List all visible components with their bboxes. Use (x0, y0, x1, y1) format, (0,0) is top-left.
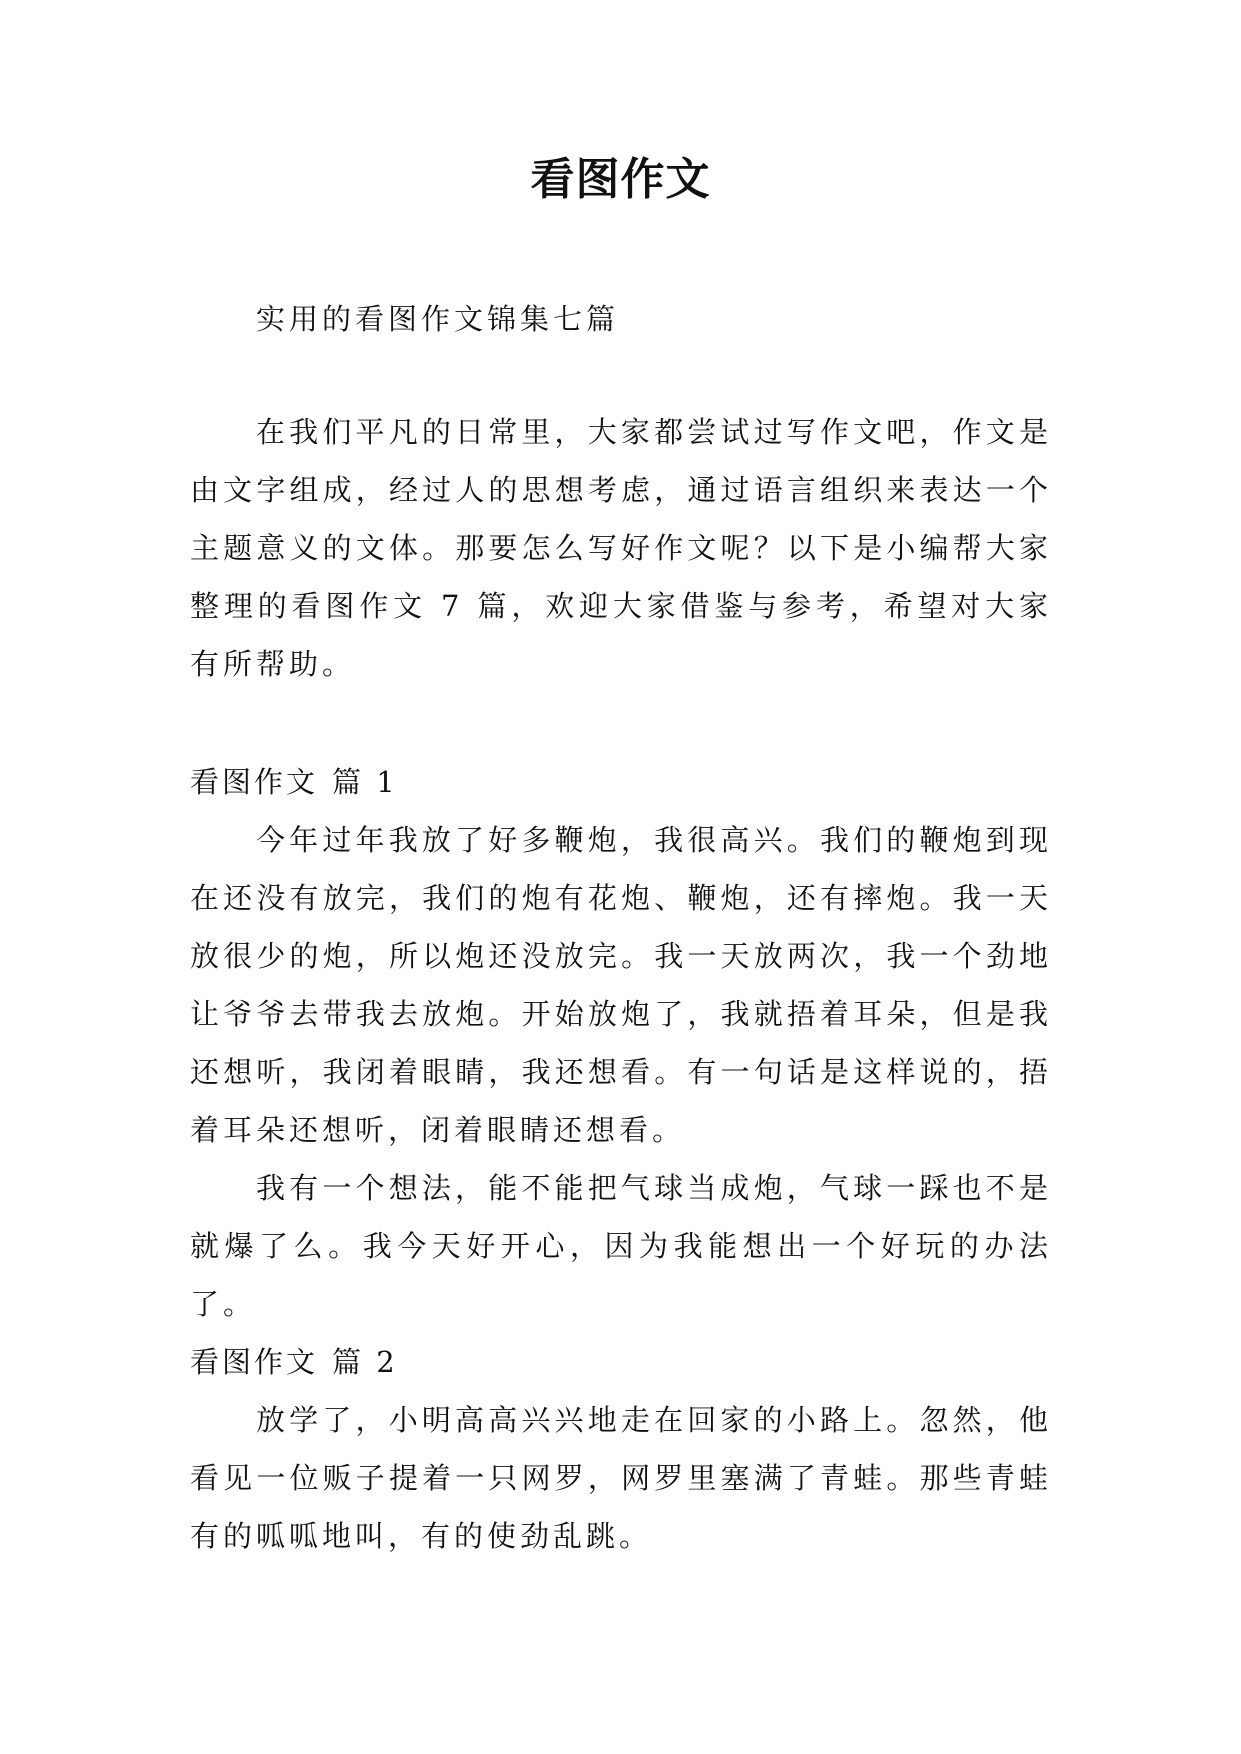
intro-paragraph: 在我们平凡的日常里，大家都尝试过写作文吧，作文是由文字组成，经过人的思想考虑，通过语言组织来表达一个主题意义的文体。那要怎么写好作文呢？以下是小编帮大家整理的看图作文 7 篇，欢迎大家借鉴与参考，希望对大家有所帮助。 (190, 415, 1052, 681)
section-heading-title: 看图作文 (190, 765, 319, 799)
document-subtitle: 实用的看图作文锦集七篇 (256, 302, 620, 336)
document-title: 看图作文 (530, 154, 711, 205)
section-heading-1 (190, 753, 398, 811)
section-heading-number: 篇 1 (332, 765, 398, 799)
section-2-paragraph-1: 放学了，小明高高兴兴地走在回家的小路上。忽然，他看见一位贩子提着一只网罗，网罗里塞满了青蛙。那些青蛙有的呱呱地叫，有的使劲乱跳。 (190, 1403, 1052, 1553)
section-heading-number: 篇 2 (332, 1345, 398, 1379)
section-1-paragraph-1: 今年过年我放了好多鞭炮，我很高兴。我们的鞭炮到现在还没有放完，我们的炮有花炮、鞭炮，还有摔炮。我一天放很少的炮，所以炮还没放完。我一天放两次，我一个劲地让爷爷去带我去放炮。开始放炮了，我就捂着耳朵，但是我还想听，我闭着眼睛，我还想看。有一句话是这样说的，捂着耳朵还想听，闭着眼睛还想看。 (190, 823, 1052, 1147)
section-heading-title: 看图作文 (190, 1345, 319, 1379)
section-heading-2 (190, 1333, 398, 1391)
section-1-paragraph-2: 我有一个想法，能不能把气球当成炮，气球一踩也不是就爆了么。我今天好开心，因为我能想出一个好玩的办法了。 (190, 1171, 1052, 1321)
